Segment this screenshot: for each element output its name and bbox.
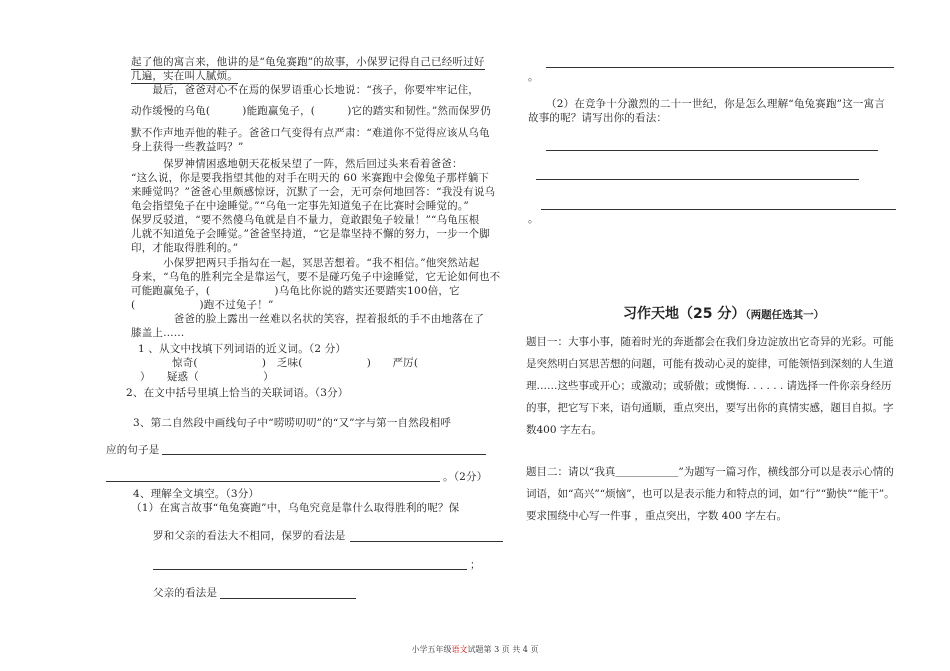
period-mark: 。 [528,213,539,225]
section-note: （两题任选其一） [745,309,825,321]
passage-line: 儿就不知道兔子会睡觉。”爸爸坚持道，“它是靠坚持不懈的努力，一步一个脚 [131,228,490,240]
passage-line: 印，才能取得胜利的。” [131,242,239,254]
question-4-sub-2-cont: 故事的呢？请写出你的看法： [528,112,668,124]
passage-line: 来睡觉吗？”爸爸心里颇感惊讶，沉默了一会，无可奈何地回答：“我没有说乌 [131,186,496,198]
question-1-line-a: 惊奇( ) 乏味( ) 严厉( [172,357,419,369]
question-2: 2、在文中括号里填上恰当的关联词语。（3分） [126,387,349,399]
passage-line: 几遍，实在叫人腻烦。 [131,70,238,82]
passage-line: 起了他的寓言来，他讲的是“龟兔赛跑”的故事，小保罗记得自己已经听过好 [131,56,485,68]
answer-line[interactable] [350,541,503,542]
answer-line[interactable] [541,209,896,210]
passage-line: 小保罗把两只手指勾在一起，冥思苦想着。“我不相信。”他突然站起 [131,257,480,269]
answer-line[interactable] [162,454,486,455]
father-view-label: 父亲的看法是 [153,587,218,599]
passage-line: 保罗神情困惑地朝天花板呆望了一阵，然后回过头来看着爸爸： [131,158,463,170]
question-3: 3、第二自然段中画线句子中“唠唠叨叨”的“又”字与第一自然段相呼 [133,417,452,429]
passage-line: 龟会指望兔子在中途睡觉。”“乌龟一定事先知道兔子在比赛时会睡觉的。” [131,200,469,212]
semicolon: ； [470,559,481,571]
question-4-sub-1: （1）在寓言故事“龟兔赛跑”中，乌龟究竟是靠什么取得胜利的呢？保 [131,502,460,514]
writing-topic-2: 题目二：请以“我真＿＿＿＿＿＿”为题写一篇习作，横线部分可以是表示心情的词语，如“高兴”“烦恼”，也可以是表示能力和特点的词，如“行”“勤快”“能干”。要求围绕中心写一件事 ，重点突出，字数 400 字左右。 [526,466,895,522]
passage-line: 膝盖上…… [131,327,185,339]
passage-line: 身上获得一些教益吗？” [131,141,244,153]
answer-line[interactable] [546,150,878,151]
passage-line: 可能跑赢兔子，( )乌龟比你说的踏实还要踏实100倍，它 [131,285,460,297]
section-title: 习作天地（25 分）（两题任选其一） [623,306,825,322]
answer-line[interactable] [536,179,859,180]
passage-line: 默不作声地弄他的鞋子。爸爸口气变得有点严肃：“难道你不觉得应该从乌龟 [131,127,490,139]
answer-line[interactable] [153,569,467,570]
writing-topic-1: 题目一：大事小事，随着时光的奔逝都会在我们身边淀放出它奇异的光彩。可能是突然明白冥思苦想的问题，可能有拨动心灵的旋律，可能领悟到深刻的人生道理……这些事或开心；或激动；或骄傲；或懊悔. . . . . . 请选择一件你亲身经历的事，把它写下来，语句通顺，重点突出，要写出你的真情实感，题目自拟。字数400 字左右。 [526,336,894,436]
passage-line: 动作缓慢的乌龟( )能跑赢兔子，( )它的踏实和韧性。”然而保罗仍 [131,105,491,117]
passage-line: ( )跑不过兔子！” [131,299,274,311]
question-4-sub-2: （2）在竞争十分激烈的二十一世纪，你是怎么理解“龟兔赛跑”这一寓言 [546,98,886,110]
question-1-line-b: ） 疑惑（ ） [140,371,274,383]
question-1: 1 、从文中找填下列词语的近义词。（2 分） [138,343,347,355]
passage-line: 最后，爸爸对心不在焉的保罗语重心长地说：“孩子，你要牢牢记住， [131,84,479,96]
passage-line: “这么说，你是要我指望其他的对手在明天的 60 米赛跑中会像兔子那样躺下 [131,172,490,184]
subject-label: 语文 [451,645,468,654]
answer-line[interactable] [546,67,894,68]
question-4: 4、理解全文填空。（3分） [133,488,260,500]
passage-line: 爸爸的脸上露出一丝难以名状的笑容，捏着报纸的手不由地落在了 [131,313,485,325]
page-footer: 小学五年级语文试题第 3 页 共 4 页 [411,645,539,654]
passage-line: 身来，“乌龟的胜利完全是靠运气，要不是碰巧兔子中途睡觉，它无论如何也不 [131,271,501,283]
question-3-score: 。（2分） [443,471,488,483]
answer-line[interactable] [220,598,356,599]
answer-line[interactable] [106,481,440,482]
question-3-answer-label: 应的句子是 [106,444,160,456]
passage-line: 保罗反驳道，“要不然傻乌龟就是自不量力，竟敢跟兔子较量！”“乌龟压根 [131,214,480,226]
period-mark: 。 [528,71,539,83]
question-4-sub-1-cont: 罗和父亲的看法大不相同，保罗的看法是 [153,530,346,542]
